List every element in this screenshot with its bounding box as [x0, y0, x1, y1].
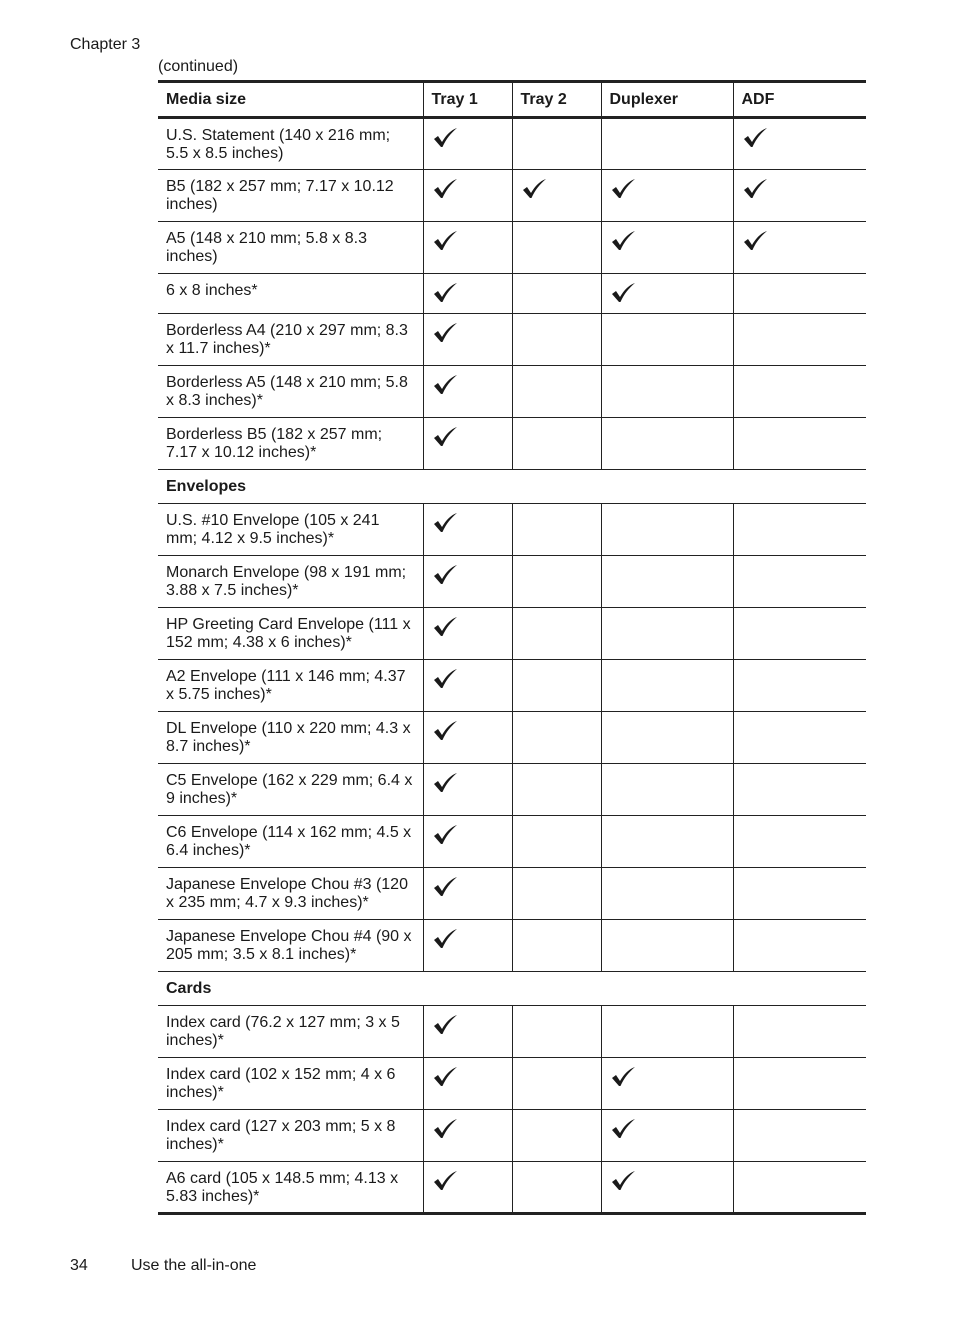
check-mark-icon	[742, 178, 768, 200]
footer-title: Use the all-in-one	[131, 1257, 257, 1274]
media-size-cell: A5 (148 x 210 mm; 5.8 x 8.3 inches)	[158, 222, 423, 274]
duplexer-cell	[601, 274, 733, 314]
check-mark-icon	[432, 230, 458, 252]
header-adf: ADF	[733, 82, 866, 118]
adf-cell	[733, 274, 866, 314]
duplexer-cell	[601, 118, 733, 170]
duplexer-cell	[601, 1006, 733, 1058]
tray-2-cell	[512, 366, 601, 418]
media-size-cell: Borderless A4 (210 x 297 mm; 8.3 x 11.7 inches)*	[158, 314, 423, 366]
adf-cell	[733, 170, 866, 222]
table-row	[158, 712, 866, 764]
table-body	[158, 118, 866, 1214]
check-mark-icon	[432, 426, 458, 448]
check-mark-icon	[432, 512, 458, 534]
section-row	[158, 972, 866, 1006]
media-size-cell: Japanese Envelope Chou #4 (90 x 205 mm; 3.5 x 8.1 inches)*	[158, 920, 423, 972]
check-mark-icon	[432, 1170, 458, 1192]
tray-2-cell	[512, 1162, 601, 1214]
header-media-size: Media size	[158, 82, 423, 118]
media-size-cell: Monarch Envelope (98 x 191 mm; 3.88 x 7.5 inches)*	[158, 556, 423, 608]
tray-2-cell	[512, 274, 601, 314]
adf-cell	[733, 608, 866, 660]
table-row	[158, 222, 866, 274]
media-size-cell: B5 (182 x 257 mm; 7.17 x 10.12 inches)	[158, 170, 423, 222]
duplexer-cell	[601, 222, 733, 274]
duplexer-cell	[601, 764, 733, 816]
section-row	[158, 470, 866, 504]
check-mark-icon	[432, 1066, 458, 1088]
check-mark-icon	[432, 824, 458, 846]
check-mark-icon	[432, 876, 458, 898]
tray-2-cell	[512, 170, 601, 222]
tray-2-cell	[512, 118, 601, 170]
media-size-cell: DL Envelope (110 x 220 mm; 4.3 x 8.7 inches)*	[158, 712, 423, 764]
table-row	[158, 1162, 866, 1214]
adf-cell	[733, 1006, 866, 1058]
duplexer-cell	[601, 366, 733, 418]
table-row	[158, 274, 866, 314]
tray-2-cell	[512, 920, 601, 972]
table-row	[158, 1058, 866, 1110]
tray-1-cell	[423, 504, 512, 556]
tray-2-cell	[512, 314, 601, 366]
check-mark-icon	[610, 1118, 636, 1140]
adf-cell	[733, 764, 866, 816]
tray-1-cell	[423, 816, 512, 868]
table-row	[158, 314, 866, 366]
table-row	[158, 816, 866, 868]
tray-2-cell	[512, 712, 601, 764]
continued-label: (continued)	[158, 58, 239, 75]
adf-cell	[733, 556, 866, 608]
adf-cell	[733, 1162, 866, 1214]
adf-cell	[733, 366, 866, 418]
check-mark-icon	[432, 1014, 458, 1036]
chapter-label: Chapter 3	[70, 36, 141, 53]
table-row	[158, 1110, 866, 1162]
section-heading: Envelopes	[158, 470, 866, 504]
check-mark-icon	[610, 230, 636, 252]
table-row	[158, 418, 866, 470]
adf-cell	[733, 504, 866, 556]
adf-cell	[733, 118, 866, 170]
table-row	[158, 1006, 866, 1058]
media-size-cell: Index card (127 x 203 mm; 5 x 8 inches)*	[158, 1110, 423, 1162]
table-header-row	[158, 82, 866, 118]
media-size-cell: HP Greeting Card Envelope (111 x 152 mm; 4.38 x 6 inches)*	[158, 608, 423, 660]
table-row	[158, 170, 866, 222]
duplexer-cell	[601, 504, 733, 556]
media-size-cell: A6 card (105 x 148.5 mm; 4.13 x 5.83 inches)*	[158, 1162, 423, 1214]
duplexer-cell	[601, 1162, 733, 1214]
adf-cell	[733, 660, 866, 712]
media-size-cell: C6 Envelope (114 x 162 mm; 4.5 x 6.4 inches)*	[158, 816, 423, 868]
media-size-cell: C5 Envelope (162 x 229 mm; 6.4 x 9 inches)*	[158, 764, 423, 816]
check-mark-icon	[742, 230, 768, 252]
duplexer-cell	[601, 868, 733, 920]
tray-2-cell	[512, 608, 601, 660]
media-size-table	[158, 80, 866, 1215]
tray-1-cell	[423, 418, 512, 470]
tray-1-cell	[423, 712, 512, 764]
check-mark-icon	[432, 564, 458, 586]
media-size-cell: Index card (102 x 152 mm; 4 x 6 inches)*	[158, 1058, 423, 1110]
check-mark-icon	[742, 127, 768, 149]
tray-1-cell	[423, 274, 512, 314]
check-mark-icon	[610, 282, 636, 304]
check-mark-icon	[610, 1170, 636, 1192]
header-duplexer: Duplexer	[601, 82, 733, 118]
duplexer-cell	[601, 660, 733, 712]
adf-cell	[733, 816, 866, 868]
check-mark-icon	[432, 772, 458, 794]
tray-2-cell	[512, 222, 601, 274]
adf-cell	[733, 1110, 866, 1162]
duplexer-cell	[601, 920, 733, 972]
duplexer-cell	[601, 1110, 733, 1162]
tray-2-cell	[512, 504, 601, 556]
duplexer-cell	[601, 170, 733, 222]
media-size-cell: A2 Envelope (111 x 146 mm; 4.37 x 5.75 inches)*	[158, 660, 423, 712]
tray-1-cell	[423, 1110, 512, 1162]
duplexer-cell	[601, 314, 733, 366]
tray-1-cell	[423, 1006, 512, 1058]
adf-cell	[733, 868, 866, 920]
tray-2-cell	[512, 660, 601, 712]
page-number: 34	[70, 1257, 88, 1274]
tray-2-cell	[512, 1110, 601, 1162]
check-mark-icon	[432, 127, 458, 149]
media-size-cell: U.S. #10 Envelope (105 x 241 mm; 4.12 x 9.5 inches)*	[158, 504, 423, 556]
header-tray-2: Tray 2	[512, 82, 601, 118]
duplexer-cell	[601, 1058, 733, 1110]
adf-cell	[733, 712, 866, 764]
tray-2-cell	[512, 764, 601, 816]
tray-1-cell	[423, 314, 512, 366]
tray-1-cell	[423, 222, 512, 274]
tray-2-cell	[512, 868, 601, 920]
tray-2-cell	[512, 1006, 601, 1058]
table-row	[158, 366, 866, 418]
adf-cell	[733, 222, 866, 274]
tray-1-cell	[423, 366, 512, 418]
adf-cell	[733, 418, 866, 470]
media-size-cell: U.S. Statement (140 x 216 mm; 5.5 x 8.5 inches)	[158, 118, 423, 170]
check-mark-icon	[432, 720, 458, 742]
table-row	[158, 504, 866, 556]
check-mark-icon	[432, 928, 458, 950]
tray-2-cell	[512, 418, 601, 470]
tray-1-cell	[423, 920, 512, 972]
tray-1-cell	[423, 660, 512, 712]
table-row	[158, 764, 866, 816]
tray-1-cell	[423, 1162, 512, 1214]
duplexer-cell	[601, 418, 733, 470]
media-size-cell: 6 x 8 inches*	[158, 274, 423, 314]
check-mark-icon	[432, 282, 458, 304]
section-heading: Cards	[158, 972, 866, 1006]
check-mark-icon	[432, 616, 458, 638]
adf-cell	[733, 1058, 866, 1110]
check-mark-icon	[432, 668, 458, 690]
table-row	[158, 868, 866, 920]
media-size-cell: Borderless A5 (148 x 210 mm; 5.8 x 8.3 inches)*	[158, 366, 423, 418]
tray-1-cell	[423, 170, 512, 222]
table-row	[158, 660, 866, 712]
check-mark-icon	[432, 322, 458, 344]
table-row	[158, 118, 866, 170]
check-mark-icon	[610, 1066, 636, 1088]
check-mark-icon	[432, 178, 458, 200]
media-size-cell: Index card (76.2 x 127 mm; 3 x 5 inches)*	[158, 1006, 423, 1058]
tray-1-cell	[423, 1058, 512, 1110]
header-tray-1: Tray 1	[423, 82, 512, 118]
tray-1-cell	[423, 608, 512, 660]
check-mark-icon	[610, 178, 636, 200]
check-mark-icon	[521, 178, 547, 200]
tray-1-cell	[423, 764, 512, 816]
adf-cell	[733, 920, 866, 972]
duplexer-cell	[601, 712, 733, 764]
tray-1-cell	[423, 556, 512, 608]
tray-1-cell	[423, 118, 512, 170]
tray-2-cell	[512, 556, 601, 608]
check-mark-icon	[432, 1118, 458, 1140]
tray-2-cell	[512, 1058, 601, 1110]
tray-2-cell	[512, 816, 601, 868]
duplexer-cell	[601, 556, 733, 608]
table-row	[158, 556, 866, 608]
media-size-cell: Japanese Envelope Chou #3 (120 x 235 mm; 4.7 x 9.3 inches)*	[158, 868, 423, 920]
duplexer-cell	[601, 608, 733, 660]
tray-1-cell	[423, 868, 512, 920]
duplexer-cell	[601, 816, 733, 868]
check-mark-icon	[432, 374, 458, 396]
adf-cell	[733, 314, 866, 366]
table-row	[158, 608, 866, 660]
media-size-cell: Borderless B5 (182 x 257 mm; 7.17 x 10.12 inches)*	[158, 418, 423, 470]
table-row	[158, 920, 866, 972]
